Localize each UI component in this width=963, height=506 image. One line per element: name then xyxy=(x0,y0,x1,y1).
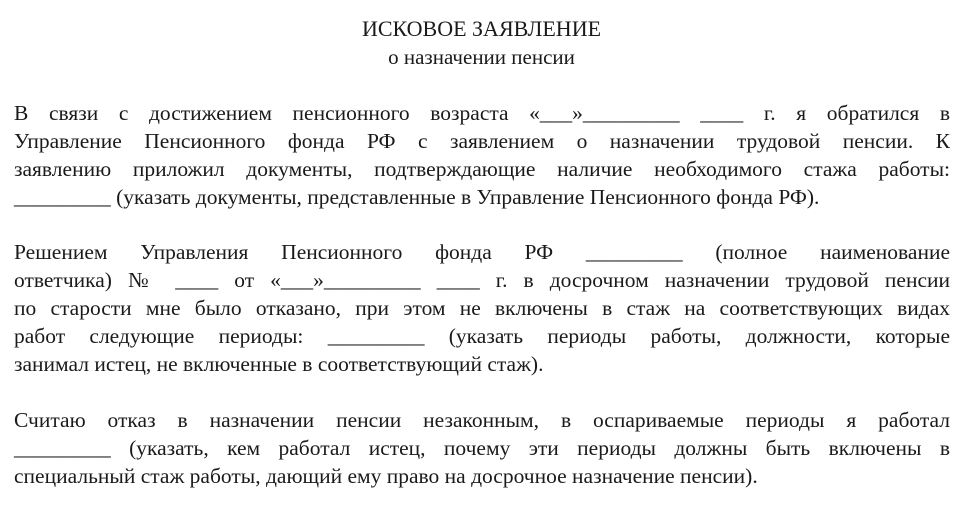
document-subtitle: о назначении пенсии xyxy=(388,45,575,69)
text-line: работ следующие периоды: _________ (указать периоды работы, должности, которые xyxy=(14,324,950,348)
text-line: Считаю отказ в назначении пенсии незаконным, в оспариваемые периоды я работал xyxy=(14,408,950,432)
text-line: специальный стаж работы, дающий ему право на досрочное назначение пенсии). xyxy=(14,464,758,488)
text-line: заявлению приложил документы, подтверждающие наличие необходимого стажа работы: xyxy=(14,157,950,181)
paragraph-application xyxy=(14,99,950,211)
text-line: _________ (указать документы, представленные в Управление Пенсионного фонда РФ). xyxy=(14,185,820,209)
text-line: Управление Пенсионного фонда РФ с заявлением о назначении трудовой пенсии. К xyxy=(14,129,950,153)
text-line: Решением Управления Пенсионного фонда РФ _________ (полное наименование xyxy=(14,240,950,264)
text-line: ответчика) № ____ от «___»_________ ____ г. в досрочном назначении трудовой пенсии xyxy=(14,268,950,292)
document-title: ИСКОВОЕ ЗАЯВЛЕНИЕ xyxy=(361,16,602,41)
paragraph-claim xyxy=(14,406,950,490)
text-line: занимал истец, не включенные в соответствующий стаж). xyxy=(14,352,544,376)
text-line: по старости мне было отказано, при этом не включены в стаж на соответствующих видах xyxy=(14,296,950,320)
paragraph-refusal xyxy=(14,238,950,378)
text-line: _________ (указать, кем работал истец, почему эти периоды должны быть включены в xyxy=(14,436,950,460)
text-line: В связи с достижением пенсионного возраста «___»_________ ____ г. я обратился в xyxy=(14,101,950,125)
